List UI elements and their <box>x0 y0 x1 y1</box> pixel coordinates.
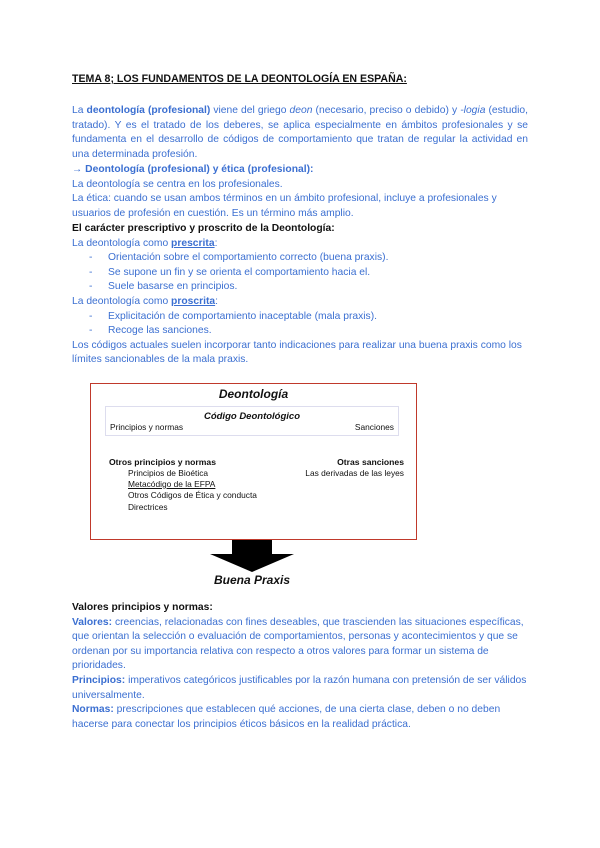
other-principles-title: Otros principios y normas <box>109 457 216 467</box>
code-box <box>105 406 399 436</box>
principles-label: Principios y normas <box>110 422 184 432</box>
other-principle-item: Metacódigo de la EFPA <box>128 479 216 489</box>
list-item: - Orientación sobre el comportamiento correcto (buena praxis). <box>89 252 389 264</box>
compare-line-1: La deontología se centra en los profesionales. <box>72 178 283 190</box>
sanctions-label: Sanciones <box>354 422 394 432</box>
list-item: - Recoge las sanciones. <box>89 325 212 337</box>
deontologia-term: deontología (profesional) <box>86 105 211 116</box>
normas-definition: Normas: prescripciones que establecen qué acciones, de una cierta clase, deben o no deben hacerse para conectar los principios éticos básicos en la realidad práctica. <box>72 704 501 730</box>
code-title: Código Deontológico <box>203 411 301 422</box>
other-principle-item: Otros Códigos de Ética y conducta <box>128 490 257 500</box>
page-title: TEMA 8; LOS FUNDAMENTOS DE LA DEONTOLOGÍA EN ESPAÑA: <box>72 73 407 85</box>
buena-praxis-label: Buena Praxis <box>213 573 291 587</box>
character-heading: El carácter prescriptivo y proscrito de la Deontología: <box>72 223 335 234</box>
deontology-diagram <box>90 383 417 540</box>
other-sanctions-title: Otras sanciones <box>337 457 404 467</box>
list-item: - Explicitación de comportamiento inaceptable (mala praxis). <box>89 310 377 322</box>
diagram-title: Deontología <box>218 387 289 401</box>
list-item: - Se supone un fin y se orienta el comportamiento hacia el. <box>89 266 371 278</box>
intro-paragraph: La deontología (profesional) viene del griego deon (necesario, preciso o debido) y -logia (estudio, tratado). Y es el tratado de los deberes, se aplica especialmente en ámbitos profesionales y se fundamenta en el desarrollo de códigos de comportamiento que tratan de regular la actividad en una determinada profesión. <box>72 105 528 160</box>
closing-paragraph: Los códigos actuales suelen incorporar tanto indicaciones para realizar una buena praxis como los límites sancionables de la mala praxis. <box>72 339 522 366</box>
valores-definition: Valores: creencias, relacionadas con fines deseables, que trascienden las situaciones específicas, que orientan la selección o evaluación de comportamientos, personas y acontecimientos y que se ordenan por su importancia relativa con respecto a otros valores para formar un sistema de prioridades. <box>72 616 524 672</box>
compare-heading: → Deontología (profesional) y ética (profesional): <box>72 164 314 175</box>
values-section <box>72 601 528 732</box>
principios-definition: Principios: imperativos categóricos justificables por la razón humana con pretensión de ser válidos universalmente. <box>72 674 527 701</box>
other-principle-item: Principios de Bioética <box>128 468 209 478</box>
prescrita-intro: La deontología como prescrita: <box>72 237 218 249</box>
character-section <box>72 222 528 368</box>
values-heading: Valores principios y normas: <box>72 602 213 613</box>
proscrita-intro: La deontología como proscrita: <box>72 295 218 307</box>
compare-line-2: La ética: cuando se usan ambos términos en un ámbito profesional, incluye a profesionales y usuarios de profesión en cuestión. Es un término más amplio. <box>72 193 497 219</box>
other-principle-item: Directrices <box>128 502 168 512</box>
other-sanction-item: Las derivadas de las leyes <box>305 468 404 478</box>
list-item: - Suele basarse en principios. <box>89 281 238 293</box>
down-arrow-icon <box>210 540 294 572</box>
compare-section <box>72 163 528 221</box>
